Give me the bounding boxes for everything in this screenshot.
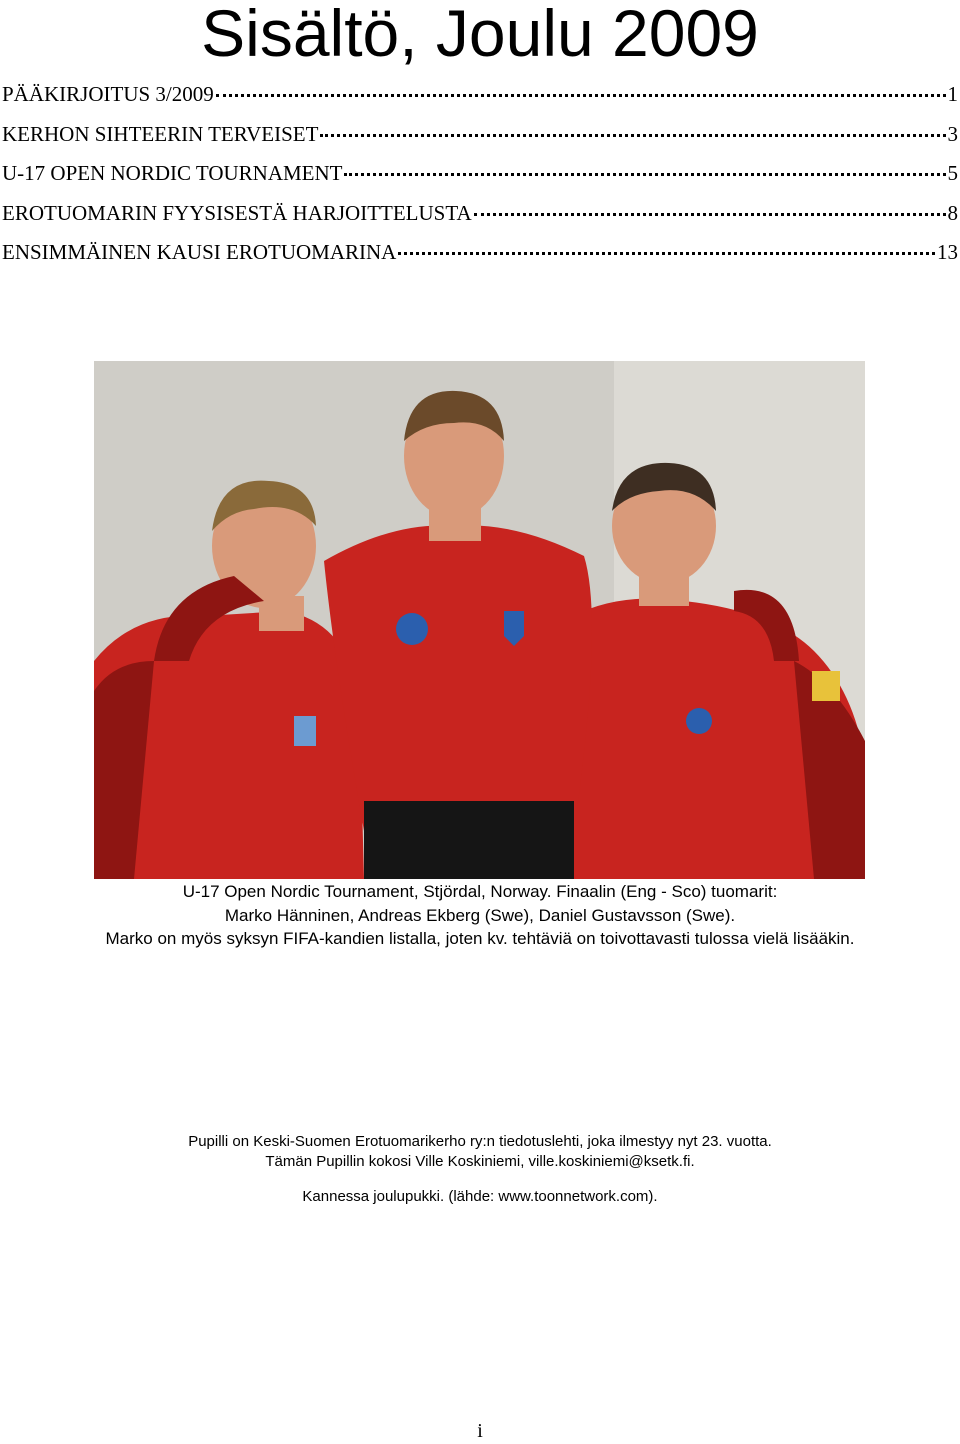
page-number: i — [477, 1420, 483, 1442]
toc-entry-label: PÄÄKIRJOITUS 3/2009 — [2, 82, 214, 106]
toc-entry-page: 5 — [947, 161, 958, 185]
spacer — [0, 1171, 960, 1187]
toc-entry-label: ENSIMMÄINEN KAUSI EROTUOMARINA — [2, 240, 397, 264]
publication-credits — [0, 1132, 960, 1207]
badge — [686, 708, 712, 734]
shorts — [364, 801, 574, 879]
referees-photo — [94, 361, 865, 879]
toc-entry[interactable] — [2, 161, 958, 201]
caption-line: Marko Hänninen, Andreas Ekberg (Swe), Daniel Gustavsson (Swe). — [224, 905, 736, 925]
cover-credit: Kannessa joulupukki. (lähde: www.toonnetwork.com). — [302, 1188, 658, 1205]
toc-leader-dots — [474, 213, 946, 216]
photo-caption — [0, 880, 960, 951]
toc-leader-dots — [216, 94, 946, 97]
caption-line: U-17 Open Nordic Tournament, Stjördal, Norway. Finaalin (Eng - Sco) tuomarit: — [182, 882, 778, 901]
page-title: Sisältö, Joulu 2009 — [201, 0, 759, 70]
toc-entry-label: U-17 OPEN NORDIC TOURNAMENT — [2, 161, 343, 185]
toc-entry-label: KERHON SIHTEERIN TERVEISET — [2, 121, 319, 146]
toc-entry[interactable] — [2, 122, 958, 162]
toc-leader-dots — [398, 252, 935, 255]
sleeve-patch — [812, 671, 840, 701]
badge — [294, 716, 316, 746]
toc-entry[interactable] — [2, 240, 958, 280]
toc-leader-dots — [320, 134, 945, 137]
credits-line: Tämän Pupillin kokosi Ville Koskiniemi, ville.koskiniemi@ksetk.fi. — [265, 1152, 695, 1170]
toc-entry-page: 3 — [947, 121, 958, 146]
badge — [396, 613, 428, 645]
toc-entry[interactable] — [2, 201, 958, 241]
table-of-contents — [2, 82, 958, 280]
credits-line: Pupilli on Keski-Suomen Erotuomarikerho ry:n tiedotuslehti, joka ilmestyy nyt 23. vuotta. — [188, 1133, 772, 1150]
toc-leader-dots — [344, 173, 945, 176]
toc-entry-page: 1 — [947, 82, 958, 106]
toc-entry-page: 13 — [937, 240, 958, 264]
caption-line: Marko on myös syksyn FIFA-kandien listalla, joten kv. tehtäviä on toivottavasti tulossa vielä lisääkin. — [105, 929, 855, 948]
toc-entry-page: 8 — [947, 200, 958, 225]
toc-entry[interactable] — [2, 82, 958, 122]
referees-illustration — [94, 361, 865, 879]
toc-entry-label: EROTUOMARIN FYYSISESTÄ HARJOITTELUSTA — [2, 200, 472, 225]
